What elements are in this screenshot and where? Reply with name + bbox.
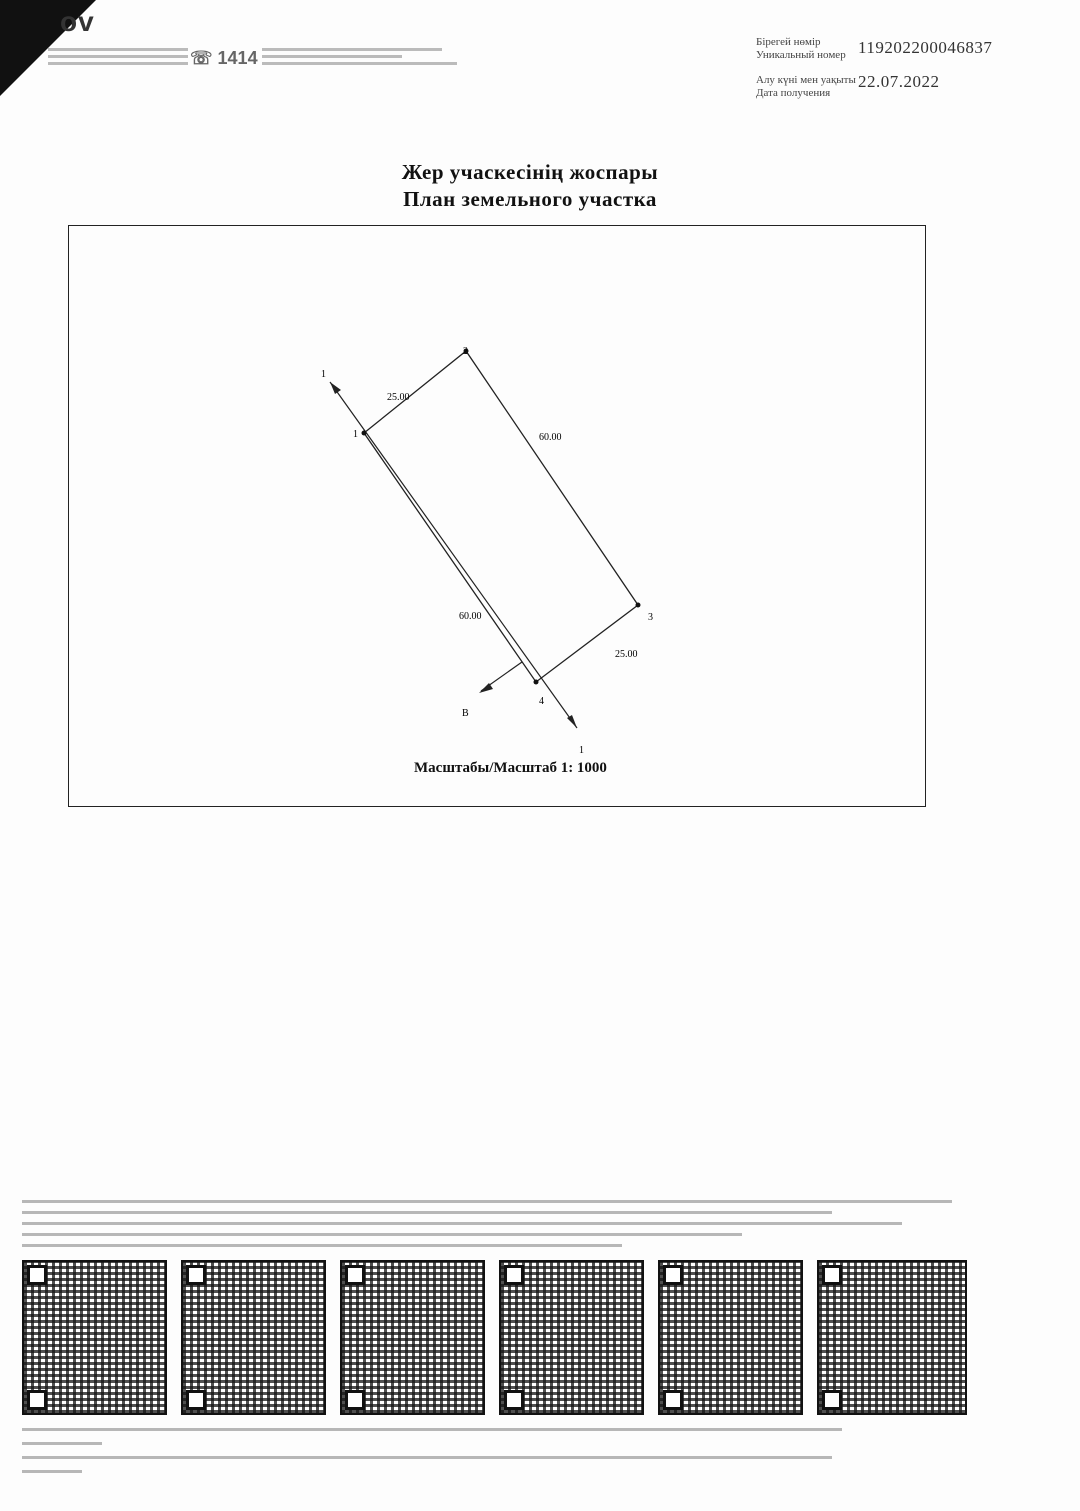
dimension-label: 60.00 <box>459 611 482 622</box>
header-org-text-kz <box>48 44 188 69</box>
plot-vertex <box>636 603 641 608</box>
unique-number-label: Бірегей нөмір Уникальный номер <box>756 36 846 61</box>
qr-code-5 <box>658 1260 803 1415</box>
qr-code-4 <box>499 1260 644 1415</box>
phone-icon: ☏ <box>190 48 213 68</box>
section-label-start: 1 <box>321 369 326 380</box>
qr-code-2 <box>181 1260 326 1415</box>
scale-label: Масштабы/Масштаб 1: 1000 <box>414 760 607 776</box>
plot-vertex <box>534 680 539 685</box>
egov-logo: ov <box>60 6 95 37</box>
legal-notes-bottom <box>22 1428 842 1484</box>
date-value: 22.07.2022 <box>858 72 940 91</box>
qr-code-1 <box>22 1260 167 1415</box>
land-plot-drawing <box>69 226 925 806</box>
plot-vertex <box>362 431 367 436</box>
vertex-label-3: 3 <box>648 612 653 623</box>
unique-number-value: 119202200046837 <box>858 38 993 57</box>
qr-code-3 <box>340 1260 485 1415</box>
phone-number: ☏ 1414 <box>190 48 258 68</box>
dimension-label: 25.00 <box>615 649 638 660</box>
date-label: Алу күні мен уақыты Дата получения <box>756 74 856 99</box>
arrow-head-icon <box>330 382 341 394</box>
vertex-label-2: 2 <box>463 346 468 357</box>
direction-label: В <box>462 708 469 719</box>
qr-code-6 <box>817 1260 967 1415</box>
dimension-label: 25.00 <box>387 392 410 403</box>
dimension-label: 60.00 <box>539 432 562 443</box>
plan-frame <box>68 225 926 807</box>
vertex-label-1: 1 <box>353 429 358 440</box>
plan-title-ru: План земельного участка <box>403 187 657 211</box>
section-label-end: 1 <box>579 745 584 756</box>
legal-notes-top <box>22 1200 962 1255</box>
vertex-label-4: 4 <box>539 696 544 707</box>
header-info-text <box>262 44 462 69</box>
plan-title-kz: Жер учаскесінің жоспары <box>401 160 659 184</box>
